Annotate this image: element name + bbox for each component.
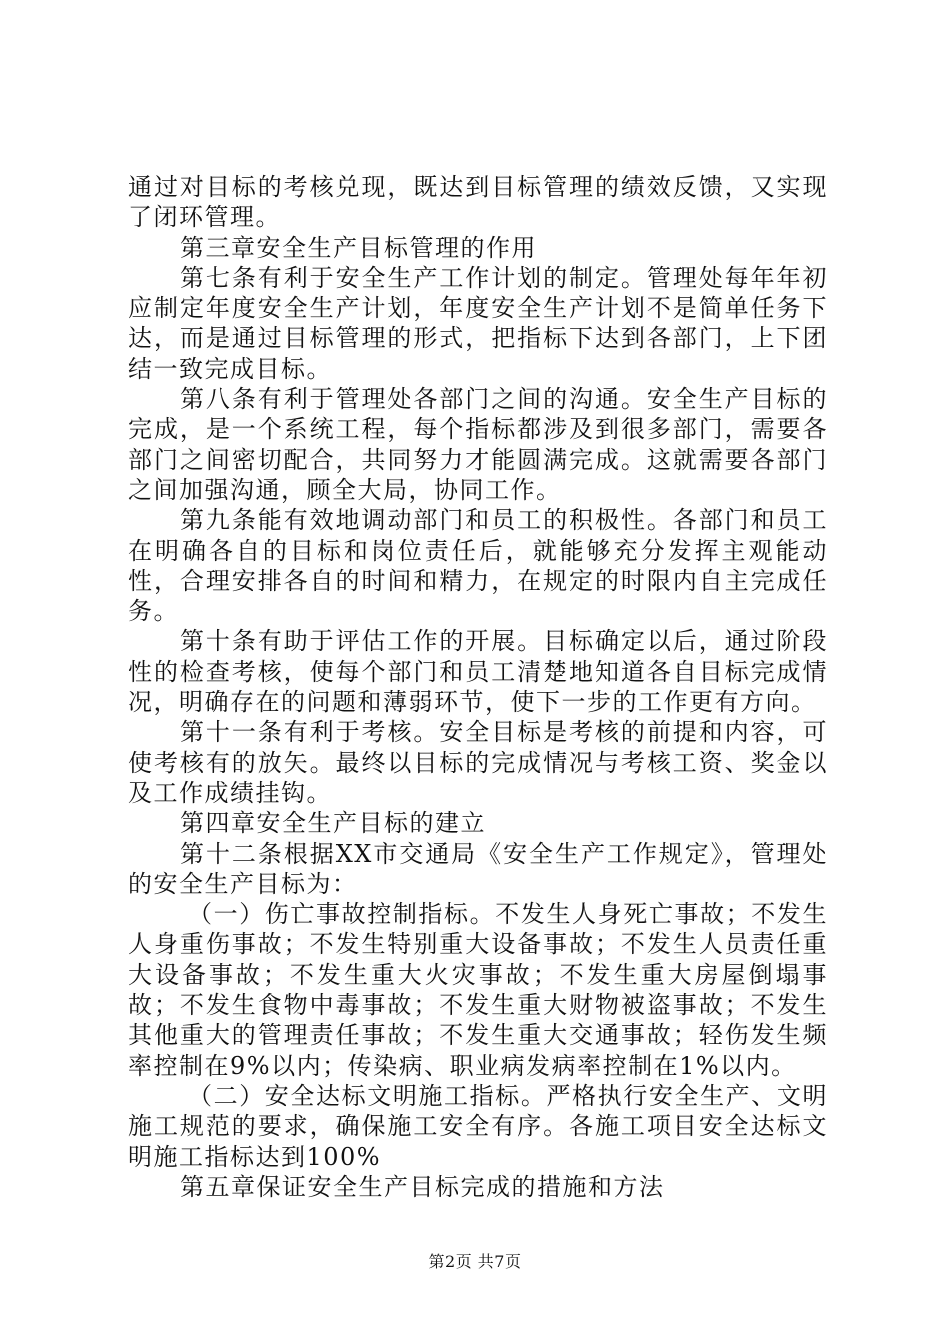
article-12: 第十二条根据XX市交通局《安全生产工作规定》，管理处的安全生产目标为： (128, 839, 828, 898)
article-11: 第十一条有利于考核。安全目标是考核的前提和内容，可使考核有的放矢。最终以目标的完成情况与考核工资、奖金以及工作成绩挂钩。 (128, 718, 828, 807)
chapter-5-heading: 第五章保证安全生产目标完成的措施和方法 (180, 1172, 665, 1201)
item-1-casualty-control: （一）伤亡事故控制指标。不发生人身死亡事故；不发生人身重伤事故；不发生特别重大设备事故；不发生人员责任重大设备事故；不发生重大火灾事故；不发生重大房屋倒塌事故；不发生食物中毒事故；不发生重大财物被盗事故；不发生其他重大的管理责任事故；不发生重大交通事故；轻伤发生频率控制在9%以内；传染病、职业病发病率控制在1%以内。 (128, 900, 828, 1080)
chapter-3-heading: 第三章安全生产目标管理的作用 (180, 233, 537, 262)
paragraph-1: 通过对目标的考核兑现，既达到目标管理的绩效反馈，又实现了闭环管理。 (128, 173, 828, 232)
article-7: 第七条有利于安全生产工作计划的制定。管理处每年年初应制定年度安全生产计划，年度安全生产计划不是简单任务下达，而是通过目标管理的形式，把指标下达到各部门，上下团结一致完成目标。 (128, 263, 828, 383)
document-body (128, 172, 828, 1202)
page-number-footer: 第2页 共7页 (428, 1252, 522, 1271)
article-8: 第八条有利于管理处各部门之间的沟通。安全生产目标的完成，是一个系统工程，每个指标都涉及到很多部门，需要各部门之间密切配合，共同努力才能圆满完成。这就需要各部门之间加强沟通，顾全大局，协同工作。 (128, 385, 828, 504)
article-10: 第十条有助于评估工作的开展。目标确定以后，通过阶段性的检查考核，使每个部门和员工清楚地知道各自目标完成情况，明确存在的问题和薄弱环节，使下一步的工作更有方向。 (128, 627, 828, 717)
chapter-4-heading: 第四章安全生产目标的建立 (180, 809, 486, 838)
item-2-civilized-construction: （二）安全达标文明施工指标。严格执行安全生产、文明施工规范的要求，确保施工安全有序。各施工项目安全达标文明施工指标达到100% (128, 1081, 828, 1171)
article-9: 第九条能有效地调动部门和员工的积极性。各部门和员工在明确各自的目标和岗位责任后，就能够充分发挥主观能动性，合理安排各自的时间和精力，在规定的时限内自主完成任务。 (128, 506, 828, 626)
